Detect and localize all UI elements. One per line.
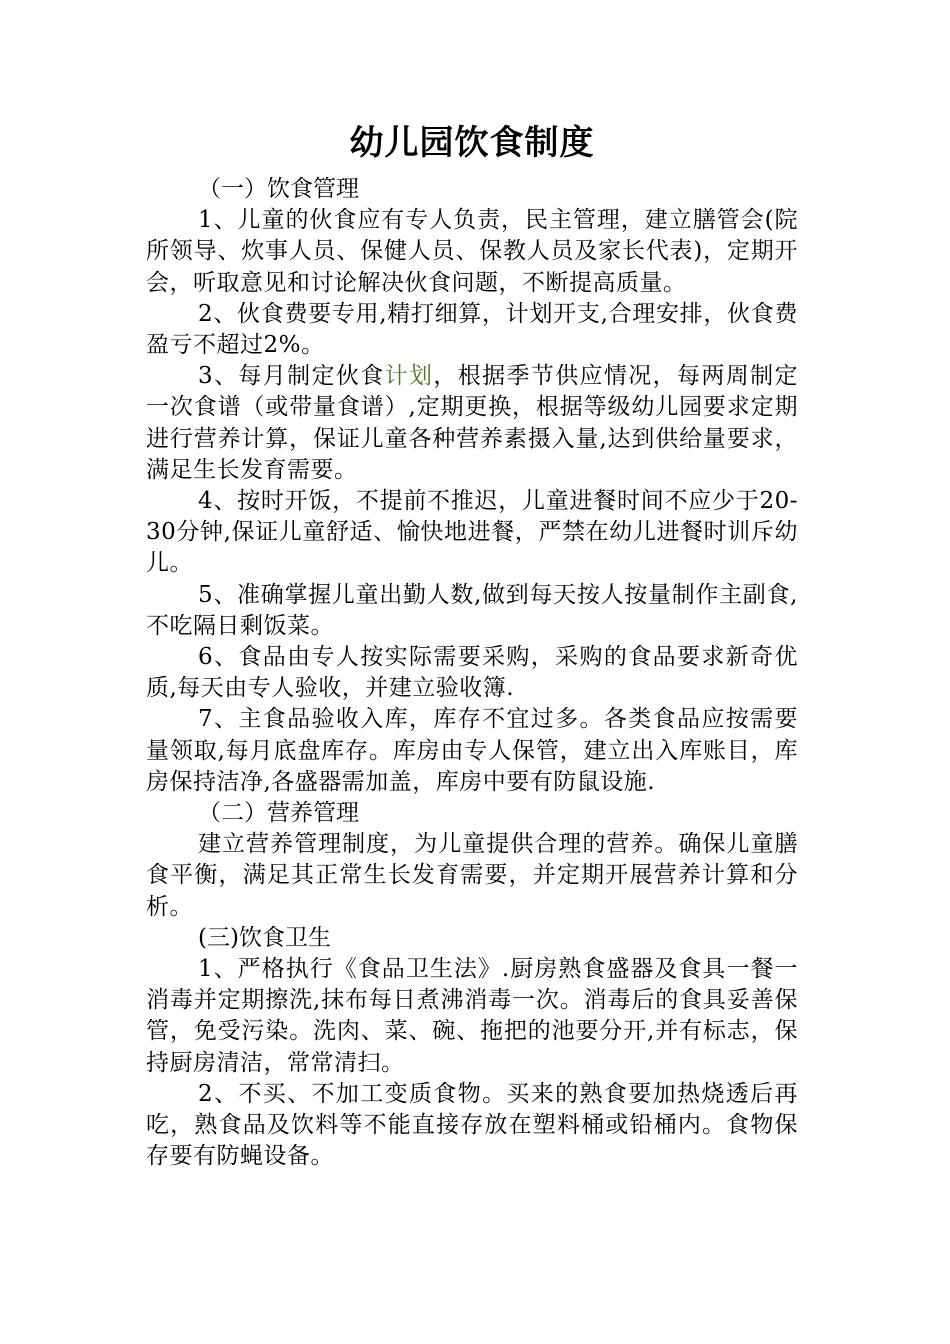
paragraph-3 (146, 361, 798, 486)
paragraph-hygiene-2: 2、不买、不加工变质食物。买来的熟食要加热烧透后再吃，熟食品及饮料等不能直接存放在塑料桶或铅桶内。食物保存要有防蝇设备。 (146, 1080, 798, 1170)
document-title: 幼儿园饮食制度 (349, 123, 595, 163)
document-page (146, 112, 798, 1173)
paragraph-5: 5、准确掌握儿童出勤人数,做到每天按人按量制作主副食,不吃隔日剩饭菜。 (146, 581, 798, 639)
section-heading-diet-management: （一）饮食管理 (198, 176, 359, 202)
paragraph-hygiene-1: 1、严格执行《食品卫生法》.厨房熟食盛器及食具一餐一消毒并定期擦洗,抹布每日煮沸消毒一次。消毒后的食具妥善保管，免受污染。洗肉、菜、碗、拖把的池要分开,并有标志，保持厨房清洁，常常清扫。 (146, 956, 798, 1076)
section-heading-food-hygiene: (三)饮食卫生 (198, 924, 331, 951)
paragraph-7: 7、主食品验收入库，库存不宜过多。各类食品应按需要量领取,每月底盘库存。库房由专人保管，建立出入库账目，库房保持洁净,各盛器需加盖，库房中要有防鼠设施. (146, 706, 798, 795)
plan-link[interactable]: 计划 (384, 363, 434, 390)
paragraph-1: 1、儿童的伙食应有专人负责，民主管理，建立膳管会(院所领导、炊事人员、保健人员、保教人员及家长代表)，定期开会，听取意见和讨论解决伙食问题，不断提高质量。 (146, 207, 798, 296)
paragraph-3-start: 3、每月制定伙食 (198, 363, 385, 390)
paragraph-nutrition: 建立营养管理制度，为儿童提供合理的营养。确保儿童膳食平衡，满足其正常生长发育需要，并定期开展营养计算和分析。 (146, 831, 798, 920)
paragraph-6: 6、食品由专人按实际需要采购，采购的食品要求新奇优质,每天由专人验收，并建立验收簿. (146, 644, 798, 702)
paragraph-2: 2、伙食费要专用,精打细算，计划开支,合理安排，伙食费盈亏不超过2%。 (146, 300, 798, 359)
paragraph-4: 4、按时开饭，不提前不推迟，儿童进餐时间不应少于20-30分钟,保证儿童舒适、愉快地进餐，严禁在幼儿进餐时训斥幼儿。 (146, 488, 798, 577)
paragraph-3-rest: ，根据季节供应情况，每两周制定一次食谱（或带量食谱）,定期更换，根据等级幼儿园要求定期进行营养计算，保证儿童各种营养素摄入量,达到供给量要求，满足生长发育需要。 (146, 363, 799, 483)
section-heading-nutrition-management: （二）营养管理 (198, 800, 359, 827)
